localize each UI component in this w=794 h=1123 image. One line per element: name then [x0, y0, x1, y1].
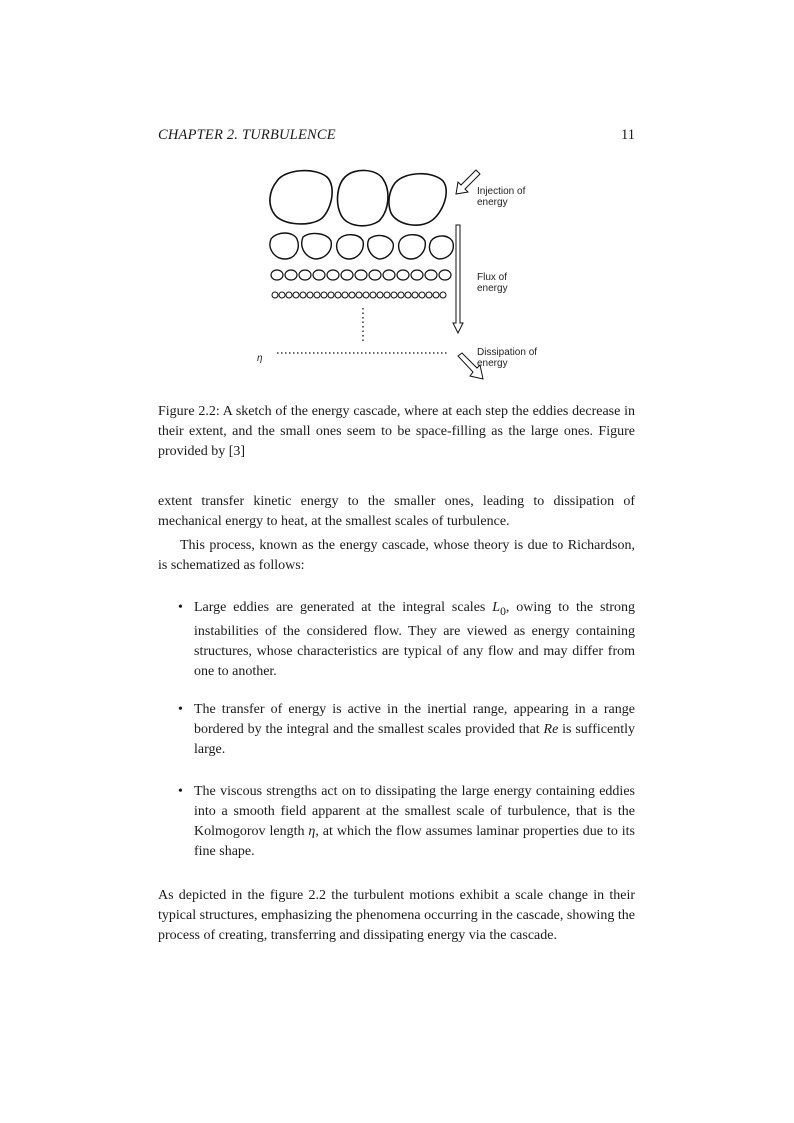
large-eddy	[338, 170, 388, 225]
figure-caption: Figure 2.2: A sketch of the energy cascade, where at each step the eddies decrease in their extent, and the small ones seem to be space-filling as the large ones. Figure provided by [3]	[158, 404, 635, 459]
flux-arrow	[453, 225, 463, 333]
small-eddy	[355, 270, 367, 280]
large-eddy	[270, 171, 332, 224]
small-eddy	[383, 270, 395, 280]
paragraph-cascade-transfer: extent transfer kinetic energy to the smaller ones, leading to dissipation of mechanical energy to heat, at the smallest scales of turbulence.	[158, 494, 635, 529]
paragraph-scale-change: As depicted in the figure 2.2 the turbulent motions exhibit a scale change in their typical structures, emphasizing the phenomena occurring in the cascade, showing the process of creating, transferring and dissipating energy via the cascade.	[158, 888, 635, 943]
small-eddy	[369, 270, 381, 280]
small-eddy	[271, 270, 283, 280]
small-eddy	[299, 270, 311, 280]
medium-eddies	[270, 233, 453, 259]
flux-label-line1: Flux of	[477, 272, 508, 283]
large-eddy	[389, 174, 446, 225]
tiny-eddies	[272, 292, 446, 298]
bullet-viscous-dissipation	[158, 782, 635, 862]
medium-eddy	[337, 235, 364, 259]
medium-eddy	[368, 236, 394, 259]
small-eddy	[411, 270, 423, 280]
tiny-eddy	[377, 292, 383, 298]
tiny-eddy	[356, 292, 362, 298]
bullet-text: , owing to the strong instabilities of the considered flow. They are viewed as energy containing structures, whose characteristics are typical of any flow and may differ from one to another.	[194, 600, 635, 679]
bullet-inertial-range	[158, 700, 635, 760]
tiny-eddy	[405, 292, 411, 298]
tiny-eddy	[279, 292, 285, 298]
tiny-eddy	[440, 292, 446, 298]
small-eddy	[341, 270, 353, 280]
tiny-eddy	[349, 292, 355, 298]
tiny-eddy	[384, 292, 390, 298]
tiny-eddy	[328, 292, 334, 298]
small-eddy	[285, 270, 297, 280]
large-eddies	[270, 170, 446, 225]
tiny-eddy	[426, 292, 432, 298]
page-header	[158, 127, 635, 147]
bullet-text: Large eddies are generated at the integral scales	[194, 600, 493, 615]
bullet-text: The transfer of energy is active in the inertial range, appearing in a range bordered by the integral and the smallest scales provided that	[194, 702, 635, 737]
tiny-eddy	[307, 292, 313, 298]
injection-label-line2: energy	[477, 197, 508, 208]
tiny-eddy	[300, 292, 306, 298]
tiny-eddy	[321, 292, 327, 298]
medium-eddy	[302, 234, 332, 259]
flux-label-line2: energy	[477, 283, 508, 294]
math-L: L	[492, 600, 501, 615]
tiny-eddy	[342, 292, 348, 298]
bullet-text: The viscous strengths act on to dissipating the large energy containing eddies into a smooth field apparent at the smallest scale of turbulence, that is the Kolmogorov length	[194, 784, 635, 839]
small-eddy	[397, 270, 409, 280]
tiny-eddy	[370, 292, 376, 298]
tiny-eddy	[293, 292, 299, 298]
tiny-eddy	[286, 292, 292, 298]
math-eta: η	[308, 824, 316, 839]
paragraph-richardson: This process, known as the energy cascade, whose theory is due to Richardson, is schematized as follows:	[158, 538, 635, 573]
eta-label: η	[257, 353, 263, 364]
tiny-eddy	[391, 292, 397, 298]
tiny-eddy	[272, 292, 278, 298]
bullet-text: is sufficently large.	[194, 722, 635, 757]
bullet-large-eddies	[158, 598, 635, 682]
page-number: 11	[621, 127, 635, 143]
tiny-eddy	[419, 292, 425, 298]
small-eddy	[327, 270, 339, 280]
medium-eddy	[399, 235, 426, 259]
tiny-eddy	[363, 292, 369, 298]
math-subscript: 0	[500, 604, 506, 618]
tiny-eddy	[314, 292, 320, 298]
dissipation-label-line2: energy	[477, 358, 508, 369]
tiny-eddy	[412, 292, 418, 298]
tiny-eddy	[398, 292, 404, 298]
medium-eddy	[429, 236, 453, 259]
dissipation-label-line1: Dissipation of	[477, 347, 538, 358]
bullet-text: , at which the flow assumes laminar properties due to its fine shape.	[194, 824, 635, 859]
math-Re: Re	[543, 722, 559, 737]
injection-label-line1: Injection of	[477, 186, 526, 197]
small-eddy	[313, 270, 325, 280]
energy-cascade-figure	[255, 163, 540, 385]
small-eddy	[425, 270, 437, 280]
tiny-eddy	[433, 292, 439, 298]
chapter-title: CHAPTER 2. TURBULENCE	[158, 127, 336, 143]
small-eddy	[439, 270, 451, 280]
tiny-eddy	[335, 292, 341, 298]
medium-eddy	[270, 233, 298, 259]
small-eddies	[271, 270, 451, 280]
energy-cascade-sketch	[255, 163, 540, 385]
